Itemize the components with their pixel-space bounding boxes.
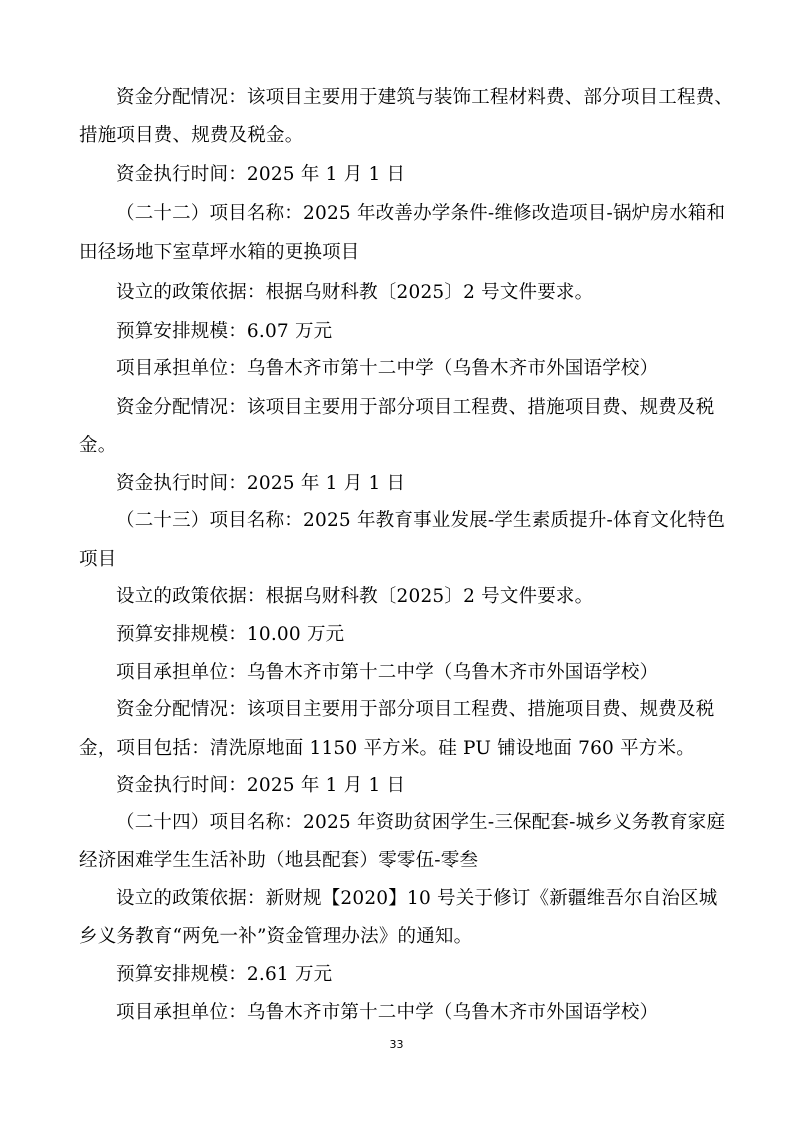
paragraph-line: 田径场地下室草坪水箱的更换项目 xyxy=(79,242,360,263)
page-number: 33 xyxy=(389,1038,404,1051)
paragraph-line: 经济困难学生生活补助（地县配套）零零伍-零叁 xyxy=(79,850,479,871)
paragraph-line: （二十四）项目名称：2025 年资助贫困学生-三保配套-城乡义务教育家庭 xyxy=(116,812,726,833)
paragraph-line: 乡义务教育“两免一补”资金管理办法》的通知。 xyxy=(79,926,473,947)
paragraph-line: 预算安排规模：6.07 万元 xyxy=(116,321,333,342)
paragraph-line: 设立的政策依据：新财规【2020】10 号关于修订《新疆维吾尔自治区城 xyxy=(116,888,718,909)
paragraph-line: 资金执行时间：2025 年 1 月 1 日 xyxy=(116,164,406,185)
paragraph-line: 资金分配情况：该项目主要用于部分项目工程费、措施项目费、规费及税 xyxy=(116,699,715,720)
paragraph-line: 金，项目包括：清洗原地面 1150 平方米。硅 PU 铺设地面 760 平方米。 xyxy=(79,738,695,759)
paragraph-line: 项目承担单位：乌鲁木齐市第十二中学（乌鲁木齐市外国语学校） xyxy=(116,1002,659,1023)
paragraph-line: 预算安排规模：10.00 万元 xyxy=(116,624,345,645)
paragraph-line: 项目 xyxy=(79,549,117,570)
paragraph-line: （二十三）项目名称：2025 年教育事业发展-学生素质提升-体育文化特色 xyxy=(116,510,726,531)
paragraph-line: （二十二）项目名称：2025 年改善办学条件-维修改造项目-锅炉房水箱和 xyxy=(116,203,726,224)
paragraph-line: 措施项目费、规费及税金。 xyxy=(79,125,304,146)
paragraph-line: 资金执行时间：2025 年 1 月 1 日 xyxy=(116,775,406,796)
paragraph-line: 预算安排规模：2.61 万元 xyxy=(116,964,333,985)
paragraph-line: 设立的政策依据：根据乌财科教〔2025〕2 号文件要求。 xyxy=(116,586,594,607)
paragraph-line: 项目承担单位：乌鲁木齐市第十二中学（乌鲁木齐市外国语学校） xyxy=(116,662,659,683)
paragraph-line: 金。 xyxy=(79,435,117,456)
paragraph-line: 资金分配情况：该项目主要用于部分项目工程费、措施项目费、规费及税 xyxy=(116,397,715,418)
paragraph-line: 资金分配情况：该项目主要用于建筑与装饰工程材料费、部分项目工程费、 xyxy=(116,87,734,108)
paragraph-line: 资金执行时间：2025 年 1 月 1 日 xyxy=(116,473,406,494)
paragraph-line: 设立的政策依据：根据乌财科教〔2025〕2 号文件要求。 xyxy=(116,282,594,303)
paragraph-line: 项目承担单位：乌鲁木齐市第十二中学（乌鲁木齐市外国语学校） xyxy=(116,358,659,379)
